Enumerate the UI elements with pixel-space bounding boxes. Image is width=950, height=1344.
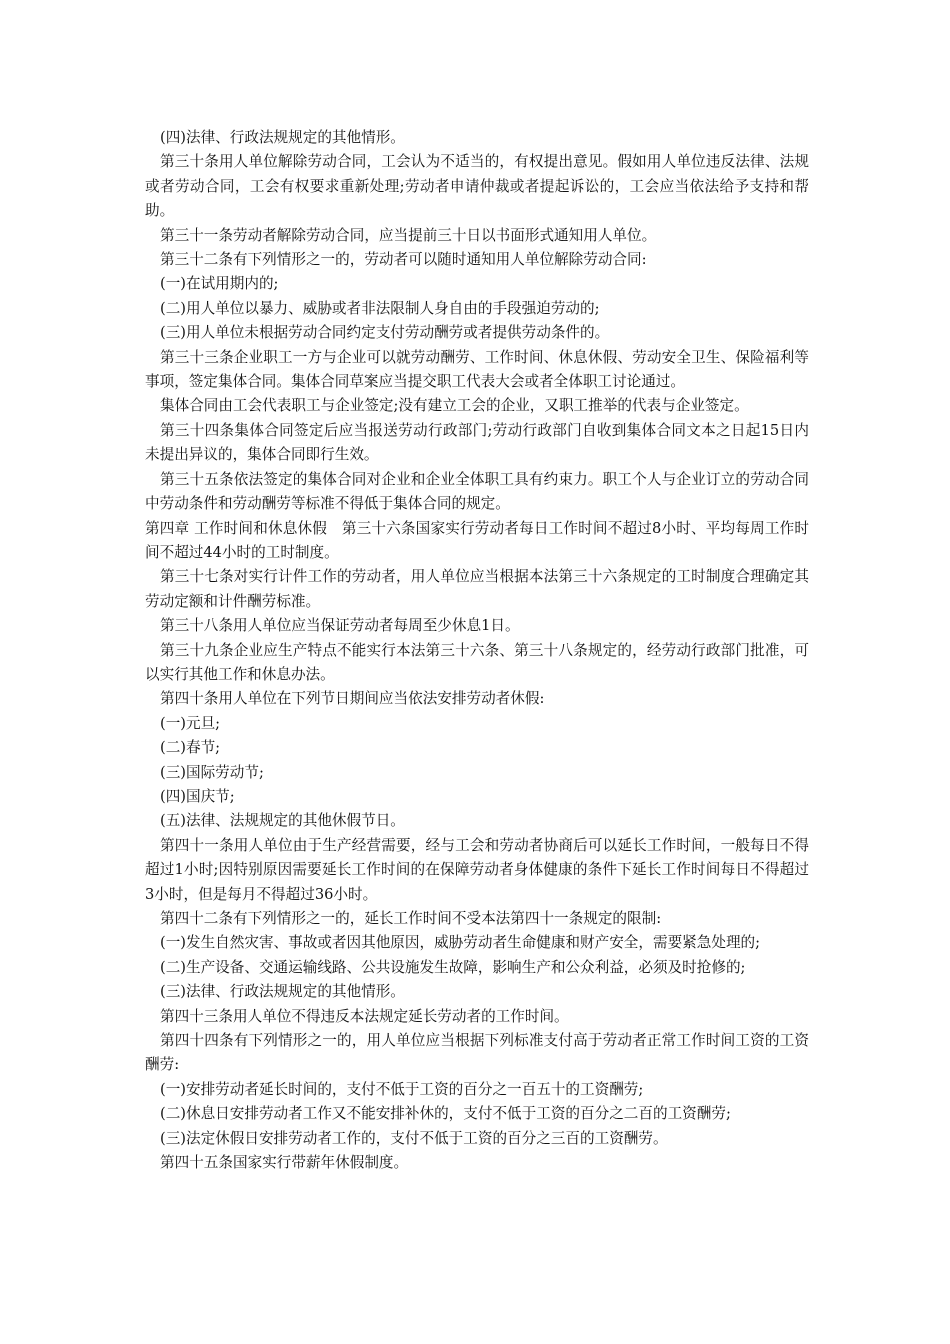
paragraph: 第三十七条对实行计件工作的劳动者，用人单位应当根据本法第三十六条规定的工时制度合理确定其劳动定额和计件酬劳标准。 (145, 568, 809, 610)
paragraph: (二)生产设备、交通运输线路、公共设施发生故障，影响生产和公众利益，必须及时抢修的; (160, 958, 746, 976)
paragraph: 第三十八条用人单位应当保证劳动者每周至少休息1日。 (160, 617, 520, 635)
paragraph: 集体合同由工会代表职工与企业签定;没有建立工会的企业，又职工推举的代表与企业签定。 (160, 397, 749, 415)
paragraph: (五)法律、法规规定的其他休假节日。 (160, 812, 405, 830)
paragraph: 第四十一条用人单位由于生产经营需要，经与工会和劳动者协商后可以延长工作时间，一般每日不得超过1小时;因特别原因需要延长工作时间的在保障劳动者身体健康的条件下延长工作时间每日不得超过3小时，但是每月不得超过36小时。 (145, 836, 809, 903)
paragraph: (二)春节; (160, 739, 221, 757)
paragraph: (三)国际劳动节; (160, 763, 264, 781)
paragraph: 第三十四条集体合同签定后应当报送劳动行政部门;劳动行政部门自收到集体合同文本之日起15日内未提出异议的，集体合同即行生效。 (145, 421, 809, 464)
chapter-paragraph: 第四章 工作时间和休息休假 第三十六条国家实行劳动者每日工作时间不超过8小时、平均每周工作时间不超过44小时的工时制度。 (145, 519, 809, 561)
paragraph: 第三十五条依法签定的集体合同对企业和企业全体职工具有约束力。职工个人与企业订立的劳动合同中劳动条件和劳动酬劳等标准不得低于集体合同的规定。 (145, 470, 809, 513)
paragraph: (一)发生自然灾害、事故或者因其他原因，威胁劳动者生命健康和财产安全，需要紧急处理的; (160, 934, 761, 952)
paragraph: 第三十条用人单位解除劳动合同，工会认为不适当的，有权提出意见。假如用人单位违反法律、法规或者劳动合同，工会有权要求重新处理;劳动者申请仲裁或者提起诉讼的，工会应当依法给予支持和帮助。 (145, 153, 809, 220)
paragraph: 第三十九条企业应生产特点不能实行本法第三十六条、第三十八条规定的，经劳动行政部门批准，可以实行其他工作和休息办法。 (145, 641, 809, 683)
paragraph: (四)法律、行政法规规定的其他情形。 (160, 129, 405, 146)
paragraph: (二)休息日安排劳动者工作又不能安排补休的，支付不低于工资的百分之二百的工资酬劳; (160, 1105, 731, 1123)
paragraph: 第四十三条用人单位不得违反本法规定延长劳动者的工作时间。 (160, 1007, 569, 1025)
paragraph: (四)国庆节; (160, 787, 235, 805)
paragraph: 第四十五条国家实行带薪年休假制度。 (160, 1154, 409, 1172)
paragraph: 第三十一条劳动者解除劳动合同，应当提前三十日以书面形式通知用人单位。 (160, 226, 657, 244)
document-body (145, 126, 809, 1175)
paragraph: 第四十条用人单位在下列节日期间应当依法安排劳动者休假: (160, 690, 545, 708)
paragraph: (一)在试用期内的; (160, 275, 279, 293)
paragraph: (三)法律、行政法规规定的其他情形。 (160, 983, 405, 1001)
paragraph: 第四十二条有下列情形之一的，延长工作时间不受本法第四十一条规定的限制: (160, 910, 662, 927)
paragraph: (一)元旦; (160, 714, 221, 732)
paragraph: 第三十二条有下列情形之一的，劳动者可以随时通知用人单位解除劳动合同: (160, 251, 647, 269)
paragraph: 第四十四条有下列情形之一的，用人单位应当根据下列标准支付高于劳动者正常工作时间工资的工资酬劳: (145, 1032, 809, 1074)
paragraph: (二)用人单位以暴力、威胁或者非法限制人身自由的手段强迫劳动的; (160, 299, 600, 317)
paragraph: (三)法定休假日安排劳动者工作的，支付不低于工资的百分之三百的工资酬劳。 (160, 1129, 668, 1147)
paragraph: (一)安排劳动者延长时间的，支付不低于工资的百分之一百五十的工资酬劳; (160, 1080, 644, 1098)
paragraph: 第三十三条企业职工一方与企业可以就劳动酬劳、工作时间、休息休假、劳动安全卫生、保险福利等事项，签定集体合同。集体合同草案应当提交职工代表大会或者全体职工讨论通过。 (145, 348, 809, 391)
paragraph: (三)用人单位未根据劳动合同约定支付劳动酬劳或者提供劳动条件的。 (160, 324, 610, 342)
